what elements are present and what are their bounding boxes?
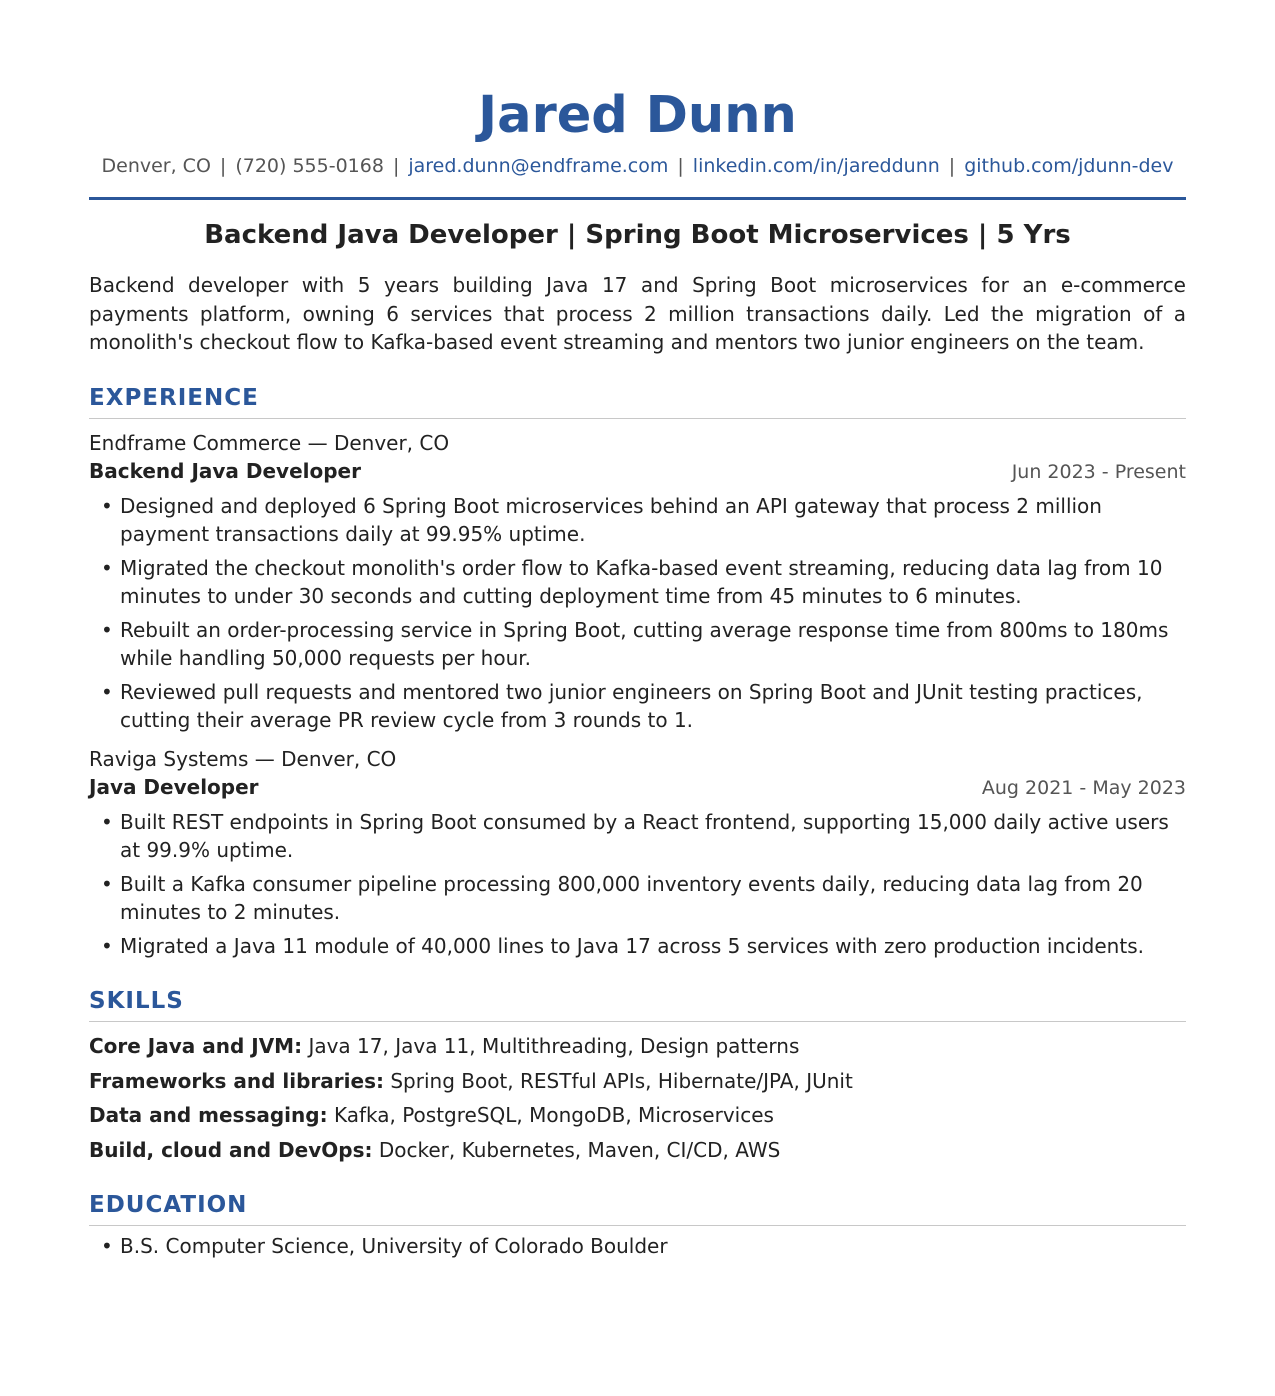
- email-link[interactable]: jared.dunn@endframe.com: [408, 155, 669, 177]
- skills-list: [89, 1032, 1186, 1164]
- section-title-skills: SKILLS: [89, 988, 184, 1014]
- job-entry: [89, 429, 1186, 735]
- section-divider: [89, 1225, 1186, 1226]
- job-company: Raviga Systems — Denver, CO: [89, 746, 397, 771]
- education-item: [89, 1232, 1186, 1261]
- contact-line: [89, 153, 1186, 179]
- bullet-item: [89, 492, 1186, 549]
- section-title-education: EDUCATION: [89, 1191, 248, 1218]
- bullet-item: [89, 554, 1186, 611]
- bullet-item: [89, 616, 1186, 673]
- bullet-text: Reviewed pull requests and mentored two junior engineers on Spring Boot and JUnit testing practices, cutting their average PR review cycle from 3 rounds to 1.: [120, 679, 1143, 732]
- job-role: Backend Java Developer: [89, 458, 361, 483]
- skill-row: [89, 1101, 1186, 1129]
- linkedin-link[interactable]: linkedin.com/in/jareddunn: [692, 155, 940, 177]
- skill-row: [89, 1067, 1186, 1095]
- bullet-item: [89, 932, 1186, 961]
- bullet-icon: •: [101, 679, 113, 704]
- bullet-text: Designed and deployed 6 Spring Boot microservices behind an API gateway that process 2 million payment transactions daily at 99.95% uptime.: [120, 493, 1102, 546]
- bullet-text: Migrated the checkout monolith's order flow to Kafka-based event streaming, reducing data lag from 10 minutes to under 30 seconds and cutting deployment time from 45 minutes to 6 minutes.: [120, 555, 1163, 608]
- skill-row: [89, 1136, 1186, 1164]
- skill-label: Core Java and JVM:: [89, 1034, 303, 1058]
- skill-value: Kafka, PostgreSQL, MongoDB, Microservices: [333, 1103, 774, 1127]
- header-divider: [89, 197, 1186, 200]
- bullet-text: Built a Kafka consumer pipeline processing 800,000 inventory events daily, reducing data lag from 20 minutes to 2 minutes.: [120, 871, 1143, 924]
- bullet-icon: •: [101, 493, 113, 518]
- skill-value: Docker, Kubernetes, Maven, CI/CD, AWS: [378, 1137, 781, 1162]
- bullet-icon: •: [101, 871, 113, 896]
- skill-row: [89, 1032, 1186, 1060]
- professional-headline: Backend Java Developer | Spring Boot Microservices | 5 Yrs: [204, 220, 1071, 250]
- skill-label: Frameworks and libraries:: [89, 1068, 384, 1093]
- contact-phone: (720) 555-0168: [235, 155, 384, 177]
- section-title-experience: EXPERIENCE: [89, 384, 259, 411]
- bullet-item: [89, 678, 1186, 735]
- bullet-icon: •: [101, 933, 113, 958]
- bullet-item: [89, 808, 1186, 865]
- job-dates: Aug 2021 - May 2023: [981, 776, 1186, 799]
- summary-paragraph: Backend developer with 5 years building Java 17 and Spring Boot microservices for an e-commerce payments platform, owning 6 services that process 2 million transactions daily. Led the migration of a monolith's checkout flow to Kafka-based event streaming and mentors two junior engineers on the team.: [89, 273, 1186, 354]
- skill-value: Spring Boot, RESTful APIs, Hibernate/JPA, JUnit: [390, 1068, 853, 1093]
- bullet-icon: •: [101, 809, 113, 834]
- job-role: Java Developer: [89, 774, 259, 799]
- section-divider: [89, 1021, 1186, 1022]
- bullet-icon: •: [101, 555, 113, 580]
- education-text: B.S. Computer Science, University of Colorado Boulder: [120, 1233, 668, 1258]
- bullet-text: Built REST endpoints in Spring Boot consumed by a React frontend, supporting 15,000 daily active users at 99.9% uptime.: [120, 809, 1169, 862]
- job-entry: [89, 745, 1186, 961]
- job-role-row: [89, 457, 1186, 486]
- section-divider: [89, 418, 1186, 419]
- contact-separator: |: [677, 155, 684, 177]
- contact-location: Denver, CO: [101, 155, 211, 177]
- job-company: Endframe Commerce — Denver, CO: [89, 430, 450, 455]
- skill-label: Data and messaging:: [89, 1103, 328, 1127]
- skill-value: Java 17, Java 11, Multithreading, Design patterns: [308, 1034, 800, 1058]
- skill-label: Build, cloud and DevOps:: [89, 1137, 373, 1162]
- education-list: [89, 1232, 1186, 1261]
- bullet-text: Migrated a Java 11 module of 40,000 lines to Java 17 across 5 services with zero production incidents.: [120, 933, 1144, 958]
- job-bullets: [89, 808, 1186, 961]
- job-bullets: [89, 492, 1186, 735]
- job-dates: Jun 2023 - Present: [1011, 460, 1186, 483]
- bullet-icon: •: [101, 1233, 113, 1258]
- bullet-icon: •: [101, 617, 113, 642]
- bullet-text: Rebuilt an order-processing service in Spring Boot, cutting average response time from 800ms to 180ms while handling 50,000 requests per hour.: [120, 617, 1169, 670]
- candidate-name: Jared Dunn: [478, 86, 797, 145]
- job-role-row: [89, 773, 1186, 802]
- github-link[interactable]: github.com/jdunn-dev: [964, 155, 1174, 177]
- contact-separator: |: [219, 155, 227, 177]
- contact-separator: |: [948, 155, 956, 177]
- bullet-item: [89, 870, 1186, 927]
- contact-separator: |: [392, 155, 400, 177]
